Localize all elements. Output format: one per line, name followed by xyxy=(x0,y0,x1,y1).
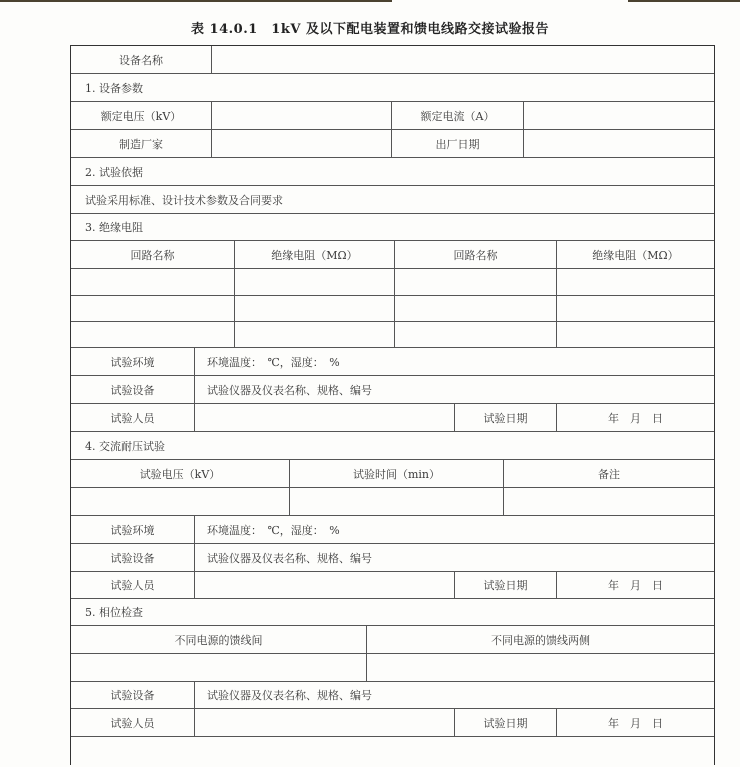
col-test-time: 试验时间（min） xyxy=(289,460,503,487)
device-name-field[interactable] xyxy=(211,46,714,73)
manufacturer-label: 制造厂家 xyxy=(119,137,163,151)
insulation-header-row xyxy=(71,241,714,269)
remarks-field[interactable] xyxy=(503,488,714,515)
insulation-data-row xyxy=(71,296,714,322)
manufacturer-field[interactable] xyxy=(211,130,391,157)
s5-equip-label: 试验设备 xyxy=(110,689,155,702)
insulation-resistance-field[interactable] xyxy=(556,296,714,321)
s3-env-row xyxy=(71,348,714,376)
s3-equip-label: 试验设备 xyxy=(110,383,155,397)
col-remarks: 备注 xyxy=(503,460,714,487)
col-circuit-name-2: 回路名称 xyxy=(394,241,556,268)
section2-heading: 2. 试验依据 xyxy=(85,165,143,179)
section1-heading: 1. 设备参数 xyxy=(85,81,143,95)
insulation-resistance-field[interactable] xyxy=(234,269,394,295)
s4-env-field[interactable]: 环境温度： ℃，湿度： % xyxy=(194,516,714,543)
s4-staff-field[interactable] xyxy=(194,572,454,598)
insulation-resistance-field[interactable] xyxy=(234,296,394,321)
rated-row xyxy=(71,102,714,130)
insulation-data-row xyxy=(71,322,714,348)
section2-heading-row xyxy=(71,158,714,186)
s3-env-label: 试验环境 xyxy=(110,355,155,369)
s5-equip-field[interactable]: 试验仪器及仪表名称、规格、编号 xyxy=(194,682,714,708)
s4-equip-label: 试验设备 xyxy=(110,551,155,565)
circuit-name-field[interactable] xyxy=(394,296,556,321)
basis-row xyxy=(71,186,714,214)
trailing-row xyxy=(71,737,714,767)
section3-heading: 3. 绝缘电阻 xyxy=(85,221,143,234)
insulation-resistance-field[interactable] xyxy=(234,322,394,347)
circuit-name-field[interactable] xyxy=(394,322,556,347)
col-test-voltage: 试验电压（kV） xyxy=(139,467,221,481)
s5-date-label: 试验日期 xyxy=(454,709,556,736)
col-feeder-both-sides: 不同电源的馈线两侧 xyxy=(366,626,714,653)
top-border-left xyxy=(0,0,392,2)
s4-equip-field[interactable]: 试验仪器及仪表名称、规格、编号 xyxy=(194,544,714,571)
s4-staff-label: 试验人员 xyxy=(110,579,155,592)
section4-heading: 4. 交流耐压试验 xyxy=(85,439,165,453)
device-name-label: 设备名称 xyxy=(119,53,163,67)
insulation-data-row xyxy=(71,269,714,296)
col-circuit-name-1: 回路名称 xyxy=(130,248,175,262)
s4-date-field[interactable]: 年 月 日 xyxy=(556,572,714,598)
insulation-resistance-field[interactable] xyxy=(556,322,714,347)
s3-equip-row xyxy=(71,376,714,404)
factory-date-field[interactable] xyxy=(523,130,714,157)
s3-staff-label: 试验人员 xyxy=(110,411,155,425)
rated-current-label: 额定电流（A） xyxy=(391,102,523,129)
s5-staff-label: 试验人员 xyxy=(110,716,155,730)
s3-equip-field[interactable]: 试验仪器及仪表名称、规格、编号 xyxy=(194,376,714,403)
s5-staff-field[interactable] xyxy=(194,709,454,736)
section4-heading-row xyxy=(71,432,714,460)
s3-staff-row xyxy=(71,404,714,432)
s3-env-field[interactable]: 环境温度： ℃，湿度： % xyxy=(194,348,714,375)
phase-data-row xyxy=(71,654,714,682)
col-insulation-resistance-1: 绝缘电阻（MΩ） xyxy=(234,241,394,268)
basis-text: 试验采用标准、设计技术参数及合同要求 xyxy=(85,193,283,207)
circuit-name-field[interactable] xyxy=(71,322,234,347)
report-table xyxy=(70,45,715,765)
circuit-name-field[interactable] xyxy=(394,269,556,295)
rated-current-field[interactable] xyxy=(523,102,714,129)
insulation-resistance-field[interactable] xyxy=(556,269,714,295)
section5-heading-row xyxy=(71,599,714,626)
withstand-data-row xyxy=(71,488,714,516)
s5-staff-row xyxy=(71,709,714,737)
document-title: 表 14.0.1 1kV 及以下配电装置和馈电线路交接试验报告 xyxy=(191,22,549,37)
section3-heading-row xyxy=(71,214,714,241)
device-name-row xyxy=(71,46,714,74)
s4-env-row xyxy=(71,516,714,544)
test-voltage-field[interactable] xyxy=(71,488,289,515)
factory-date-label: 出厂日期 xyxy=(391,130,523,157)
circuit-name-field[interactable] xyxy=(71,269,234,295)
col-between-feeders: 不同电源的馈线间 xyxy=(174,633,263,647)
s4-date-label: 试验日期 xyxy=(454,572,556,598)
withstand-header-row xyxy=(71,460,714,488)
s4-env-label: 试验环境 xyxy=(110,523,155,537)
s3-date-field[interactable]: 年 月 日 xyxy=(556,404,714,431)
s5-date-field[interactable]: 年 月 日 xyxy=(556,709,714,736)
top-border-right xyxy=(628,0,740,2)
between-feeders-field[interactable] xyxy=(71,654,366,681)
feeder-both-sides-field[interactable] xyxy=(366,654,714,681)
phase-header-row xyxy=(71,626,714,654)
rated-voltage-label: 额定电压（kV） xyxy=(100,109,182,123)
circuit-name-field[interactable] xyxy=(71,296,234,321)
manufacturer-row xyxy=(71,130,714,158)
s3-staff-field[interactable] xyxy=(194,404,454,431)
section1-heading-row xyxy=(71,74,714,102)
s4-equip-row xyxy=(71,544,714,572)
s3-date-label: 试验日期 xyxy=(454,404,556,431)
section5-heading: 5. 相位检查 xyxy=(85,606,143,619)
rated-voltage-field[interactable] xyxy=(211,102,391,129)
test-time-field[interactable] xyxy=(289,488,503,515)
s4-staff-row xyxy=(71,572,714,599)
s5-equip-row xyxy=(71,682,714,709)
col-insulation-resistance-2: 绝缘电阻（MΩ） xyxy=(556,241,714,268)
